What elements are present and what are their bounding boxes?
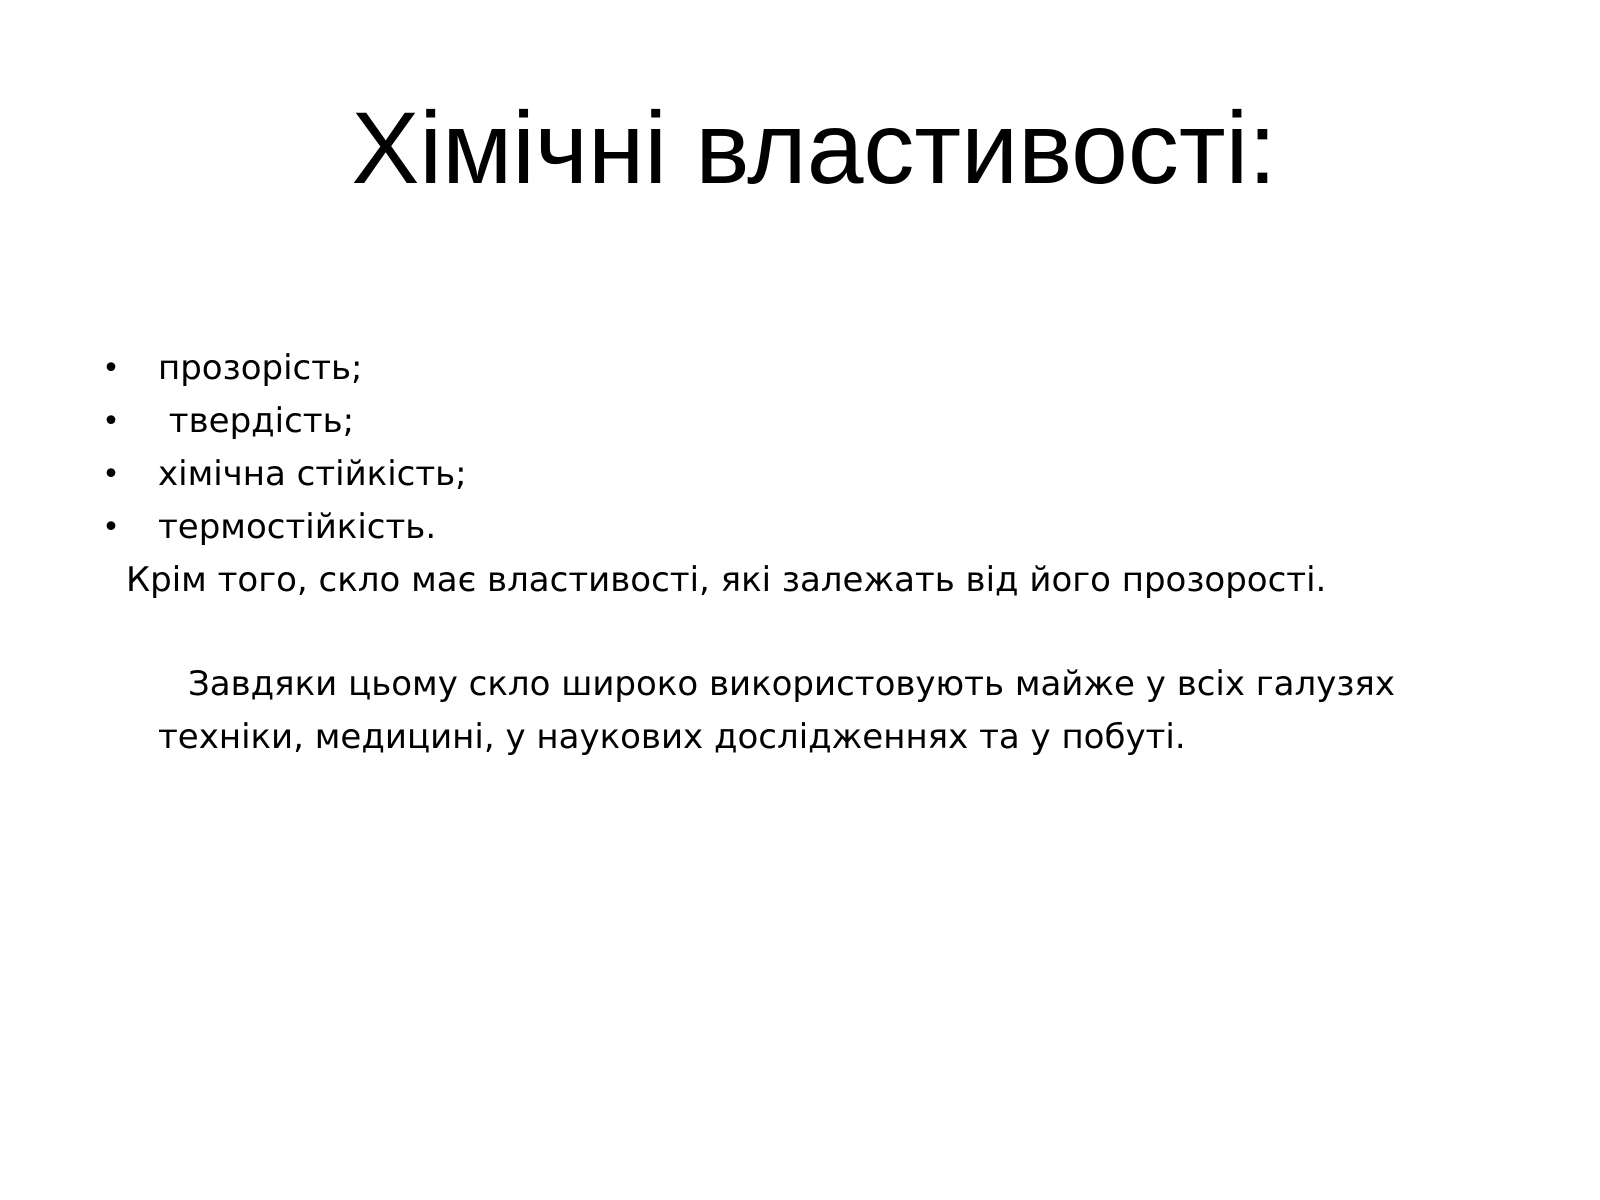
bullet-icon: •	[102, 457, 120, 492]
slide-title: Хімічні властивості:	[351, 91, 1277, 205]
bullet-icon: •	[102, 351, 120, 386]
bullet-text: прозорість;	[158, 348, 363, 388]
list-item	[96, 501, 1496, 554]
bullet-list	[96, 342, 1496, 554]
list-item	[96, 342, 1496, 395]
slide-content	[96, 342, 1496, 764]
paragraph-transparency: Крім того, скло має властивості, які залежать від його прозорості.	[126, 560, 1327, 600]
list-item	[96, 395, 1496, 448]
list-item	[96, 448, 1496, 501]
paragraph-applications: Завдяки цьому скло широко використовують майже у всіх галузях техніки, медицині, у наукових дослідженнях та у побуті.	[158, 664, 1395, 757]
bullet-icon: •	[102, 510, 120, 545]
bullet-text: хімічна стійкість;	[158, 454, 467, 494]
bullet-icon: •	[102, 404, 120, 439]
bullet-text: термостійкість.	[158, 507, 437, 547]
bullet-text: твердість;	[158, 401, 355, 441]
